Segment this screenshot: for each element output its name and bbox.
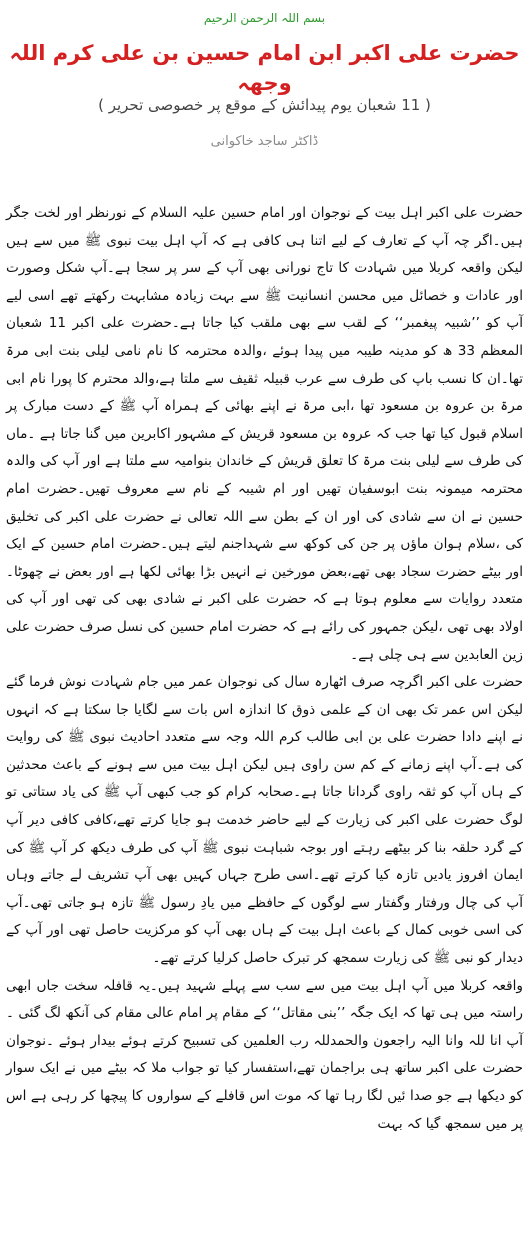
bismillah-header: بسم اللہ الرحمن الرحیم <box>203 11 326 25</box>
paragraph: حضرت علی اکبر اہل بیت کے نوجوان اور امام حسین علیہ السلام کے نورنظر اور لخت جگر ہیں۔اگر چہ آپ کے تعارف کے لیے اتنا ہی کافی ہے کہ آپ اہل بیت نبوی ﷺ میں سے ہیں لیکن واقعہ کربلا میں شہادت کا تاج نورانی بھی آپ کے سر پر سجا ہے۔آپ شکل وصورت اور عادات و خصائل میں محسن انسانیت ﷺ سے بہت زیادہ مشابہت رکھتے تھے اسی لیے آپ کو ’’شبیہ پیغمبر‘‘ کے لقب سے بھی ملقب کیا جاتا ہے۔حضرت علی اکبر 11 شعبان المعظم 33 ھ کو مدینہ طیبہ میں پیدا ہوئے ،والدہ محترمہ کا نام نامی لیلی بنت ابی مرۃ تھا۔ان کا نسب باپ کی طرف سے عرب قبیلہ ثقیف سے ملتا ہے،والد محترم کا پورا نام ابی مرۃ بن عروہ بن مسعود تھا ،ابی مرۃ نے اپنے بھائی کے ہمراہ آپ ﷺ کے دست مبارک پر اسلام قبول کیا تھا جب کہ عروہ بن مسعود قریش کے مشہور اکابرین میں گنا جاتا ہے ۔ماں کی طرف سے لیلی بنت مرۃ کا تعلق قریش کے خاندان بنوامیہ سے ملتا ہے اور آپ کی والدہ محترمہ میمونہ بنت ابوسفیان تھیں اور ام شیبہ کے نام سے معروف تھیں۔حضرت امام حسین نے ان سے شادی کی اور ان کے بطن سے اللہ تعالی نے حضرت علی اکبر کی تخلیق کی ،سلام ہوان ماؤں پر جن کی کوکھ سے شہداجنم لیتے ہیں۔حضرت امام حسین کے ایک اور بیٹے حضرت سجاد بھی تھے،بعض مورخین نے انہیں بڑا بھائی لکھا ہے اور بعض نے چھوٹا۔متعدد روایات سے معلوم ہوتا ہے کہ حضرت علی اکبر نے شادی بھی کی تھی اور آپ کی اولاد بھی تھی ،لیکن جمہور کی رائے ہے کہ حضرت امام حسین کی نسل صرف حضرت علی زین العابدین سے ہی چلی ہے۔ <box>6 205 524 663</box>
article-subtitle: ( 11 شعبان یوم پیدائش کے موقع پر خصوصی تحریر ) <box>98 96 431 114</box>
article-title: حضرت علی اکبر ابن امام حسین بن علی کرم اللہ وجھہ <box>9 41 520 95</box>
paragraph: حضرت علی اکبر اگرچہ صرف اٹھارہ سال کی نوجوان عمر میں جام شہادت نوش فرما گئے لیکن اس عمر تک بھی ان کے علمی ذوق کا اندازہ اس بات سے لگایا جا سکتا ہے کہ انہوں نے اپنے دادا حضرت علی بن ابی طالب کرم اللہ وجہ سے متعدد احادیث نبوی ﷺ کی روایت کی ہے۔آپ اپنے زمانے کے کم سن راوی ہیں لیکن اہل بیت میں سے ہونے کے باعث محدثین کے ہاں آپ کو ثقہ راوی گردانا جاتا ہے۔صحابہ کرام کو جب کبھی آپ ﷺ کی یاد ستاتی تو لوگ حضرت علی اکبر کی زیارت کے لیے حاضر خدمت ہو جایا کرتے تھے،کافی کافی دیر آپ کے گرد حلقہ بنا کر بیٹھے رہتے اور بوجہ شباہت نبوی ﷺ آپ کی طرف دیکھ کر آپ ﷺ کی ایمان افروز یادیں تازہ کیا کرتے تھے۔اسی طرح جہاں کہیں بھی آپ تشریف لے جاتے وہاں آپ کی چال ورفتار وگفتار سے لوگوں کے حافظے میں یادِ رسول ﷺ تازہ ہو جاتی تھی۔آپ کی اسی خوبی کمال کے باعث اہل بیت کے ہاں بھی آپ کو مرکزیت حاصل تھی اور آپ کے دیدار کو نبی ﷺ کی زیارت سمجھ کر تبرک حاصل کرلیا کرتے تھے۔ <box>6 674 523 967</box>
article-body <box>6 200 523 1138</box>
paragraph: واقعہ کربلا میں آپ اہل بیت میں سے سب سے پہلے شہید ہیں۔یہ قافلہ سخت جاں ابھی راستہ میں ہی تھا کہ ایک جگہ ’’بنی مقاتل‘‘ کے مقام پر امام عالی مقام کی آنکھ لگ گئی ۔آپ انا للہ وانا الیہ راجعون والحمدللہ رب العلمین کی تسبیح کرتے ہوئے بیدار ہوئے ۔نوجوان حضرت علی اکبر ساتھ ہی براجمان تھے،استفسار کیا تو جواب ملا کہ بیٹے میں نے ایک سوار کو دیکھا ہے جو صدا ئیں لگا رہا تھا کہ موت اس قافلے کے سواروں کا پیچھا کر رہی ہے اس پر میں سمجھ گیا کہ بہت <box>6 977 523 1132</box>
article-author: ڈاکٹر ساجد خاکوانی <box>210 134 319 149</box>
